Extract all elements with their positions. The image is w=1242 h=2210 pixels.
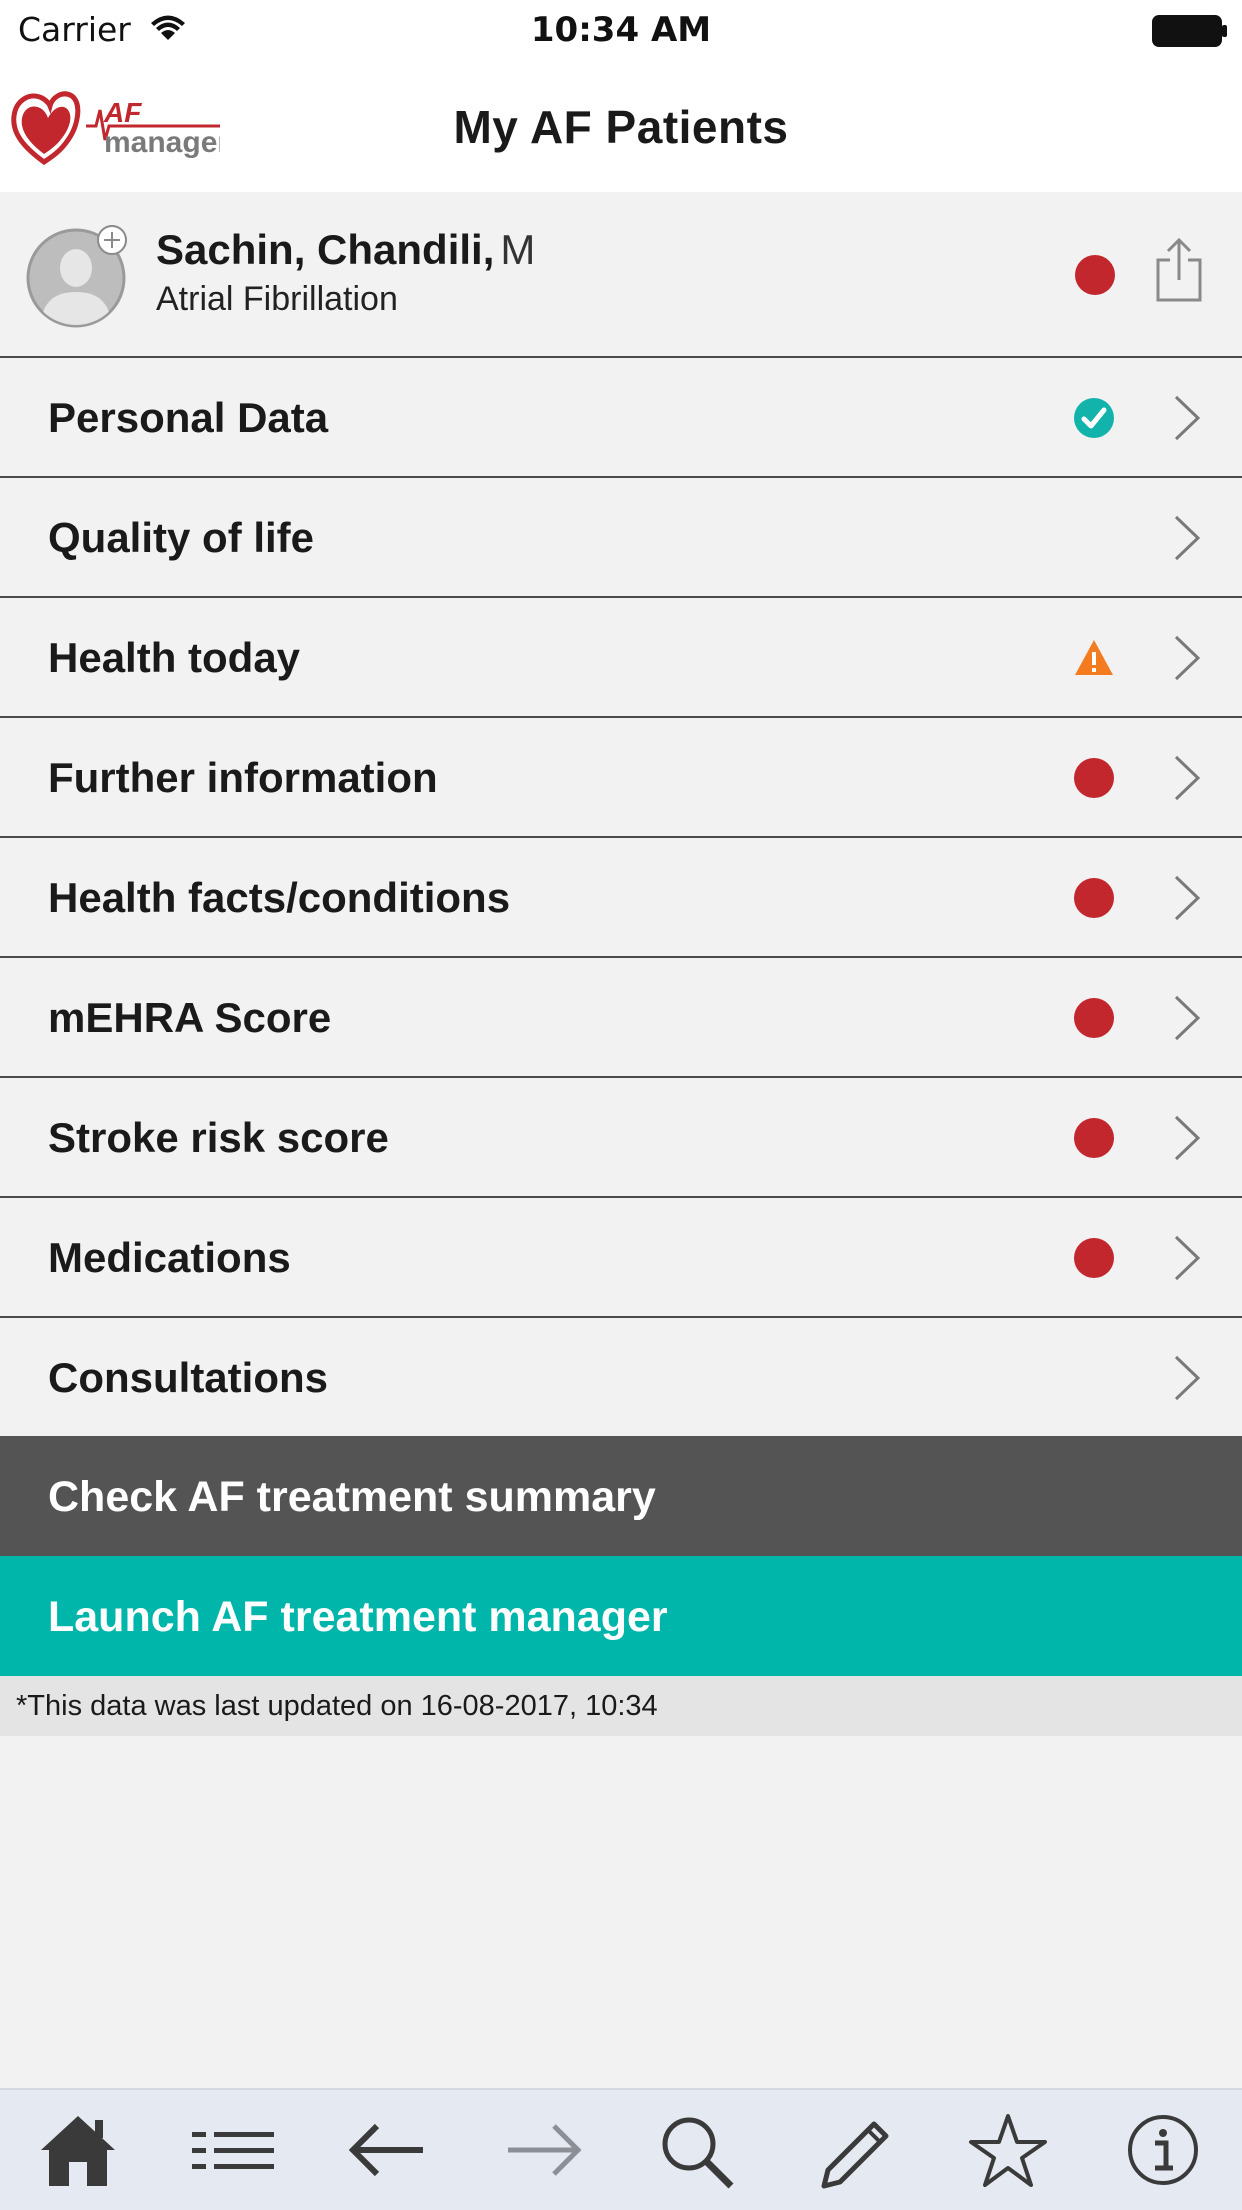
share-icon[interactable]: [1154, 238, 1204, 307]
launch-manager-button[interactable]: [0, 1556, 1242, 1676]
launch-manager-label: Launch AF treatment manager: [48, 1593, 668, 1641]
menu-row-health-today[interactable]: [0, 598, 1242, 718]
search-icon[interactable]: [653, 2110, 743, 2190]
avatar[interactable]: [26, 224, 130, 333]
menu-list: [0, 358, 1242, 1438]
carrier-label: Carrier: [18, 10, 131, 49]
menu-row-medications[interactable]: [0, 1198, 1242, 1318]
menu-row-label: Health facts/conditions: [48, 874, 511, 921]
menu-row-personal-data[interactable]: [0, 358, 1242, 478]
status-time: 10:34 AM: [530, 10, 712, 50]
menu-row-label: mEHRA Score: [48, 994, 332, 1041]
last-updated-note: [0, 1676, 1242, 1736]
patient-condition: Atrial Fibrillation: [156, 280, 398, 318]
menu-row-further-information[interactable]: [0, 718, 1242, 838]
page-title: My AF Patients: [453, 101, 789, 153]
chevron-right-icon: [1172, 514, 1202, 567]
menu-row-quality-of-life[interactable]: [0, 478, 1242, 598]
warning-icon: [1073, 637, 1115, 679]
logo-text-manager: manager: [104, 126, 220, 159]
menu-row-label: Further information: [48, 754, 438, 801]
menu-row-label: Consultations: [48, 1354, 328, 1401]
menu-row-label: Stroke risk score: [48, 1114, 389, 1161]
last-updated-text: *This data was last updated on 16-08-2017, 10:34: [16, 1690, 658, 1722]
chevron-right-icon: [1172, 1234, 1202, 1287]
red-status-icon: [1073, 1237, 1115, 1279]
red-status-icon: [1075, 255, 1115, 300]
bottom-toolbar: [0, 2088, 1242, 2210]
patient-name: [156, 226, 535, 274]
chevron-right-icon: [1172, 874, 1202, 927]
chevron-right-icon: [1172, 754, 1202, 807]
patient-name-text: Sachin, Chandili,: [156, 226, 495, 273]
red-status-icon: [1073, 877, 1115, 919]
menu-row-consultations[interactable]: [0, 1318, 1242, 1438]
red-status-icon: [1073, 757, 1115, 799]
check-summary-label: Check AF treatment summary: [48, 1473, 656, 1521]
home-icon[interactable]: [33, 2110, 123, 2190]
menu-row-mehra-score[interactable]: [0, 958, 1242, 1078]
chevron-right-icon: [1172, 1114, 1202, 1167]
header: [0, 62, 1242, 192]
menu-row-label: Personal Data: [48, 394, 329, 441]
chevron-right-icon: [1172, 1354, 1202, 1407]
forward-arrow-icon[interactable]: [498, 2110, 588, 2190]
edit-icon[interactable]: [808, 2110, 898, 2190]
check-summary-button[interactable]: [0, 1436, 1242, 1556]
list-icon[interactable]: [188, 2110, 278, 2190]
menu-row-label: Health today: [48, 634, 301, 681]
red-status-icon: [1073, 997, 1115, 1039]
back-arrow-icon[interactable]: [343, 2110, 433, 2190]
menu-row-label: Medications: [48, 1234, 291, 1281]
patient-card[interactable]: [0, 192, 1242, 358]
menu-row-label: Quality of life: [48, 514, 315, 561]
menu-row-health-facts-conditions[interactable]: [0, 838, 1242, 958]
info-icon[interactable]: [1118, 2110, 1208, 2190]
logo-text-af: AF: [104, 97, 142, 128]
battery-icon: [1152, 15, 1228, 51]
chevron-right-icon: [1172, 994, 1202, 1047]
star-icon[interactable]: [963, 2110, 1053, 2190]
check-icon: [1073, 397, 1115, 439]
chevron-right-icon: [1172, 394, 1202, 447]
chevron-right-icon: [1172, 634, 1202, 687]
patient-sex: M: [500, 226, 536, 273]
status-bar: [0, 0, 1242, 62]
menu-row-stroke-risk-score[interactable]: [0, 1078, 1242, 1198]
red-status-icon: [1073, 1117, 1115, 1159]
